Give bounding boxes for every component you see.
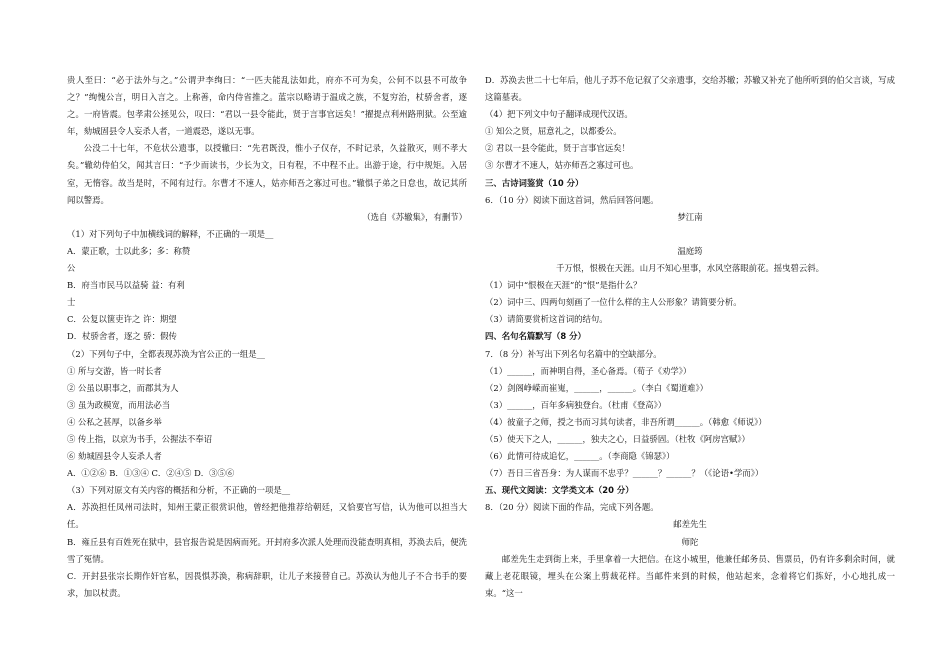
- q6-stem: 6．（10 分）阅读下面这首词，然后回答问题。: [485, 194, 659, 205]
- q3-option-d: D．苏涣去世二十七年后，他儿子苏不危记叙了父亲遗事，交给苏辙；苏辙又补充了他所听到的伯父言谈，写成这篇墓表。: [485, 75, 895, 103]
- q2-stem: （2）下列句子中，全都表现苏涣为官公正的一组是__: [67, 348, 265, 359]
- section-4-heading: 四、名句名篇默写（8 分）: [485, 331, 586, 342]
- q7-item: （1）______，而神明自得，圣心备焉。（荀子《劝学》）: [485, 365, 692, 376]
- story-author: 师陀: [681, 536, 699, 547]
- story-body: 邮差先生走到街上来，手里拿着一大把信。在这小城里，他兼任邮务员、售票员，仍有许多剩余时间，就藏上老花眼镜，埋头在公案上剪裁花样。当邮件来到的时候，他站起来，念着将它们拣好，小心地扎成一束。“这一: [485, 553, 895, 598]
- passage-paragraph-2: 公没二十七年，不危状公遗事，以授辙曰：“先君既没，惟小子仅存，不时记录，久益散灭，则不孝大矣。”辙幼侍伯父，闻其言曰：“予少而读书，少长为文，日有程，不中程不止。出游于途，行中规矩。入居室，无惰容。故当是时，不闻有过行。尔曹才不速人，姑亦师吾之寡过可也。”辙惧子弟之日怠也，故记其所闻以警焉。: [67, 143, 467, 205]
- q2-item: ② 公虽以职事之，而郡其为人: [67, 382, 179, 393]
- q1-option-a: A．蒙正歌，士以此多；多：称赞: [67, 245, 191, 256]
- q2-item: ④ 公私之甚厚，以备乡举: [67, 416, 162, 427]
- q2-item: ③ 虽为政模宽，而用法必当: [67, 399, 171, 410]
- poem-title: 梦江南: [677, 211, 703, 222]
- q7-item: （3）______，百年多病独登台。（杜甫《登高》）: [485, 399, 667, 410]
- passage-paragraph-1: 贵人至曰：“必于法外与之。”公谓尹李绚曰：“一匹夫能乱法如此，府亦不可为矣，公何不以县不可故争之？”绚愧公言，明日入言之。上称善，命内侍省推之。蓝宗以略请于温成之族，不复穷治，杖骄舍者，逐之。一府皆震。包孝肃公拯见公，叹曰：“君以一县令能此，贤于言事官远矣！”擢提点利州路刑狱。公至逾年，劾城固县令人妄杀人者，一道震恐，遂以无事。: [67, 75, 467, 137]
- q3-option-b: B．雍丘县有百姓死在狱中，县官报告说是因病而死。开封府多次派人处理而没能查明真相，苏涣去后，便洗雪了冤情。: [67, 536, 467, 564]
- q3-stem: （3）下列对原文有关内容的概括和分析，不正确的一项是__: [67, 485, 291, 496]
- q6-subquestion: （3）请简要赏析这首词的结句。: [485, 314, 608, 325]
- q4-item: ③ 尔曹才不速人，姑亦师吾之寡过可也。: [485, 160, 639, 171]
- q6-subquestion: （1）词中“恨极在天涯”的“恨”是指什么？: [485, 280, 642, 291]
- story-title: 邮差先生: [673, 519, 707, 530]
- q7-stem: 7．（8 分）补写出下列名句名篇中的空缺部分。: [485, 348, 662, 359]
- q8-stem: 8．（20 分）阅读下面的作品，完成下列各题。: [485, 502, 659, 513]
- left-column: [67, 72, 467, 602]
- q6-subquestion: （2）词中三、四两句刻画了一位什么样的主人公形象？请简要分析。: [485, 297, 742, 308]
- section-5-heading: 五、现代文阅读：文学类文本（20 分）: [485, 485, 634, 496]
- q1-stem: （1）对下列句子中加横线词的解释，不正确的一项是__: [67, 228, 274, 239]
- q3-option-a: A．苏涣担任凤州司法时，知州王蒙正很赏识他，曾经把他推荐给朝廷，又恰要官写信，认为他可以担当大任。: [67, 502, 467, 530]
- poem-body: 千万恨，恨极在天涯。山月不知心里事，水风空落眼前花。摇曳碧云斜。: [556, 263, 824, 274]
- q3-option-c: C．开封县张宗长期作奸官私，因畏惧苏涣，称病辞职，让儿子来接替自己。苏涣认为他儿子不合书手的要求，加以杖责。: [67, 570, 467, 598]
- q1-option-b-cont: 士: [67, 297, 76, 308]
- section-3-heading: 三、古诗词鉴赏（10 分）: [485, 177, 584, 188]
- q1-option-b: B．府当市民马以益骑 益：有利: [67, 280, 185, 291]
- q7-item: （6）此情可待成追忆，______。（李商隐《锦瑟》）: [485, 451, 675, 462]
- poem-author: 温庭筠: [677, 245, 703, 256]
- q2-item: ⑤ 传上指，以京为书手，公握法不奉诏: [67, 433, 213, 444]
- q1-option-d: D．杖骄舍者，逐之 骄：假传: [67, 331, 177, 342]
- q4-item: ① 知公之贤，屈意礼之，以都委公。: [485, 126, 622, 137]
- spacer: [485, 226, 895, 243]
- q1-option-a-cont: 公: [67, 263, 76, 274]
- q4-item: ② 君以一县令能此，贤于言事官远矣！: [485, 143, 631, 154]
- q2-options: A．①②⑥ B．①③④ C．②④⑤ D．③⑤⑥: [67, 468, 235, 479]
- q7-item: （7）吾日三省吾身：为人谋而不忠乎？______？______？（《论语•学而》）: [485, 468, 764, 479]
- q1-option-c: C．公复以箧吏许之 许：期望: [67, 314, 177, 325]
- q2-item: ① 所与交游，皆一时长者: [67, 365, 162, 376]
- q7-item: （5）使天下之人，______，独夫之心，日益骄固。（杜牧《阿房宫赋》）: [485, 433, 750, 444]
- q7-item: （2）剑阁峥嵘而崔嵬，______，______。（李白《蜀道难》）: [485, 382, 709, 393]
- right-column: [485, 72, 895, 602]
- q7-item: （4）彼童子之师，授之书而习其句读者，非吾所谓______。（韩愈《师说》）: [485, 416, 767, 427]
- q2-item: ⑥ 劾城固县令人妄杀人者: [67, 451, 162, 462]
- q4-stem: （4）把下列文中句子翻译成现代汉语。: [485, 109, 633, 120]
- passage-source: （选自《苏辙集》，有删节）: [362, 211, 467, 222]
